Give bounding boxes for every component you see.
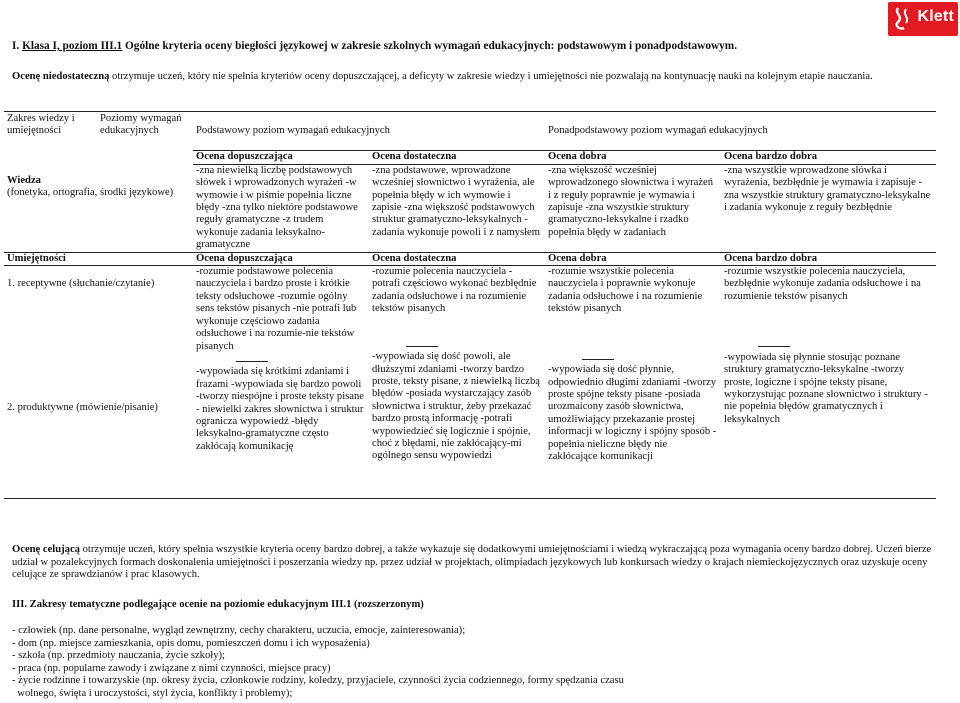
criteria-table [4, 111, 936, 499]
wiedza-dop: -zna niewielką liczbę podstawowych słówek i wprowadzonych wyrażeń -w wymowie i w piśmie popełnia liczne błędy -zna tylko niektóre podstawowe reguły gramatyczne -z trudem wykonuje zadania leksykalno-gramatyczne [196, 164, 358, 251]
grade-bdb-2: Ocena bardzo dobra [724, 252, 818, 264]
wiedza-cell [4, 151, 193, 252]
receptywne-dst: -rozumie polecenia nauczyciela - potrafi częściowo wykonać bezbłędnie zadania odsłuchowe i na rozumienie tekstów pisanych [372, 266, 537, 315]
receptywne-label: 1. receptywne (słuchanie/czytanie) [7, 278, 155, 290]
header-podstawowy: Podstawowy poziom wymagań edukacyjnych [196, 125, 390, 136]
grade-db-2: Ocena dobra [548, 252, 607, 264]
produktywne-dst: -wypowiada się dość powoli, ale dłuższymi zdaniami -tworzy bardzo proste, teksty pisane, z niewielką liczbą błędów -posiada wystarczający zasób słownictwa i struktur, żeby przekazać bardzo prostą informację -potrafi wypowiedzieć się logicznie i spójnie, choć z błędami, nie zakłócający-mi ogólnego sensu wypowiedzi [372, 351, 540, 462]
list-item: - życie rodzinne i towarzyskie (np. okresy życia, członkowie rodziny, koledzy, przyjaciele, czynności życia codziennego, formy spędzania czasu [12, 675, 624, 687]
heading-title: Ogólne kryteria oceny biegłości językowej w zakresie szkolnych wymagań edukacyjnych: podstawowym i ponadpodstawowym. [125, 40, 738, 52]
produktywne-bdb: -wypowiada się płynnie stosując poznane struktury gramatyczno-leksykalne -tworzy proste, logiczne i spójne teksty pisane, wykorzystując poznane słownictwo i struktury -nie popełnia błędów gramatycznych i leksykalnych [724, 351, 928, 425]
klett-logo [888, 2, 958, 36]
grade-dst: Ocena dostateczna [369, 151, 545, 164]
wiedza-label: Wiedza [7, 174, 41, 186]
header-ponadpodstawowy: Ponadpodstawowy poziom wymagań edukacyjnych [548, 125, 768, 136]
grade-db: Ocena dobra [545, 151, 721, 164]
list-item: - szkoła (np. przedmioty nauczania, życie szkoły); [12, 650, 225, 662]
umiejetnosci-label: Umiejętności [7, 252, 66, 264]
separator-line [406, 338, 438, 347]
wiedza-bdb: -zna wszystkie wprowadzone słówka i wyrażenia, bezbłędnie je wymawia i zapisuje -zna wszystkie struktury gramatyczno-leksykalne i zadania wykonuje z reguły bezbłędnie [724, 164, 931, 214]
separator-line [582, 351, 614, 360]
ndst-paragraph [12, 71, 947, 84]
section3-title: III. Zakresy tematyczne podlegające ocenie na poziomie edukacyjnym III.1 (rozszerzonym) [12, 599, 424, 610]
cel-paragraph [12, 544, 952, 582]
produktywne-dop: -wypowiada się krótkimi zdaniami i frazami -wypowiada się bardzo powoli -tworzy niespójne i proste teksty pisane - niewielki zakres słownictwa i struktur ogranicza wypowiedź -błędy leksykalno-gramatyczne często zakłócają komunikację [196, 366, 364, 452]
produktywne-db: -wypowiada się dość płynnie, odpowiednio długimi zdaniami -tworzy proste spójne teksty pisane -posiada urozmaicony zasób słownictwa, umożliwiający przekazanie prostej informacji w logiczny i spójny sposób -popełnia nieliczne błędy nie zakłócające komunikacji [548, 364, 717, 462]
skills-bdb [721, 266, 936, 499]
produktywne-label: 2. produktywne (mówienie/pisanie) [7, 402, 158, 414]
list-item: - praca (np. popularne zawody i związane z nimi czynności, miejsce pracy) [12, 662, 331, 674]
document-heading [12, 40, 737, 53]
cel-text: otrzymuje uczeń, który spełnia wszystkie kryteria oceny bardzo dobrej, a także wykazuje się dodatkowymi umiejętnościami i wiedzą wykraczającą poza wymagania oceny bardzo dobrej. Uczeń bierze udział w pozalekcyjnych formach doskonalenia umiejętności i poszerzania wiedzy np. przez udział w projektach, olimpiadach językowych lub konkursach wiedzy o krajach niemieckojęzycznych oraz uzyskuje oceny celujące ze sprawdzianów i prac klasowych. [12, 544, 932, 581]
grade-dop-2: Ocena dopuszczająca [196, 252, 293, 264]
grade-dop: Ocena dopuszczająca [193, 151, 369, 164]
logo-text: Klett [917, 8, 954, 25]
receptywne-bdb: -rozumie wszystkie polecenia nauczyciela, bezbłędnie wykonuje zadania odsłuchowe i na rozumienie tekstów pisanych [724, 266, 921, 302]
skills-labels [4, 266, 193, 499]
skills-db [545, 266, 721, 499]
skills-dop [193, 266, 369, 499]
receptywne-db: -rozumie wszystkie polecenia nauczyciela i poprawnie wykonuje zadania odsłuchowe i na rozumienie tekstów pisanych [548, 266, 703, 315]
cel-label: Ocenę celującą [12, 544, 80, 555]
grade-bdb: Ocena bardzo dobra [721, 151, 936, 164]
wiedza-dst: -zna podstawowe, wprowadzone wcześniej słownictwo i wyrażenia, ale popełnia błędy w ich wymowie i zapisie -zna większość podstawowych struktur gramatyczno-leksykalnych - zadania wykonuje powoli i z namysłem [372, 164, 540, 238]
list-item: - dom (np. miejsce zamieszkania, opis domu, pomieszczeń domu i ich wyposażenia) [12, 637, 370, 649]
list-item: wolnego, święta i uroczystości, styl życia, konflikty i problemy); [12, 687, 293, 699]
heading-number: I. [12, 40, 20, 52]
separator-line [236, 353, 268, 362]
list-item: - człowiek (np. dane personalne, wygląd zewnętrzny, cechy charakteru, uczucia, emocje, zainteresowania); [12, 625, 466, 636]
receptywne-dop: -rozumie podstawowe polecenia nauczyciela i bardzo proste i krótkie teksty odsłuchowe -rozumie ogólny sens tekstów pisanych -nie potrafi lub wykonuje częściowo zadania odsłuchowe i na rozumie-nie tekstów pisanych [196, 266, 357, 352]
topics-list [12, 625, 952, 701]
heading-class: Klasa I, poziom III.1 [22, 40, 123, 52]
ndst-label: Ocenę niedostateczną [12, 71, 110, 82]
wiedza-db: -zna większość wcześniej wprowadzonego słownictwa i wyrażeń i z reguły poprawnie je wymawia i zapisuje -zna wszystkie struktury gramatyczno-leksykalne i rzadko popełnia błędy w zadaniach [548, 164, 714, 238]
skills-dst [369, 266, 545, 499]
grade-dst-2: Ocena dostateczna [372, 252, 457, 264]
ndst-text: otrzymuje uczeń, który nie spełnia kryteriów oceny dopuszczającej, a deficyty w zakresie wiedzy i umiejętności nie pozwalają na kontynuację nauki na kolejnym etapie nauczania. [109, 71, 873, 82]
header-zakres: Zakres wiedzy i umiejętności [7, 113, 75, 137]
klett-swirl-icon [892, 6, 914, 32]
header-poziomy: Poziomy wymagań edukacyjnych [100, 113, 182, 137]
separator-line [758, 338, 790, 347]
wiedza-sub: (fonetyka, ortografia, środki językowe) [7, 187, 174, 199]
